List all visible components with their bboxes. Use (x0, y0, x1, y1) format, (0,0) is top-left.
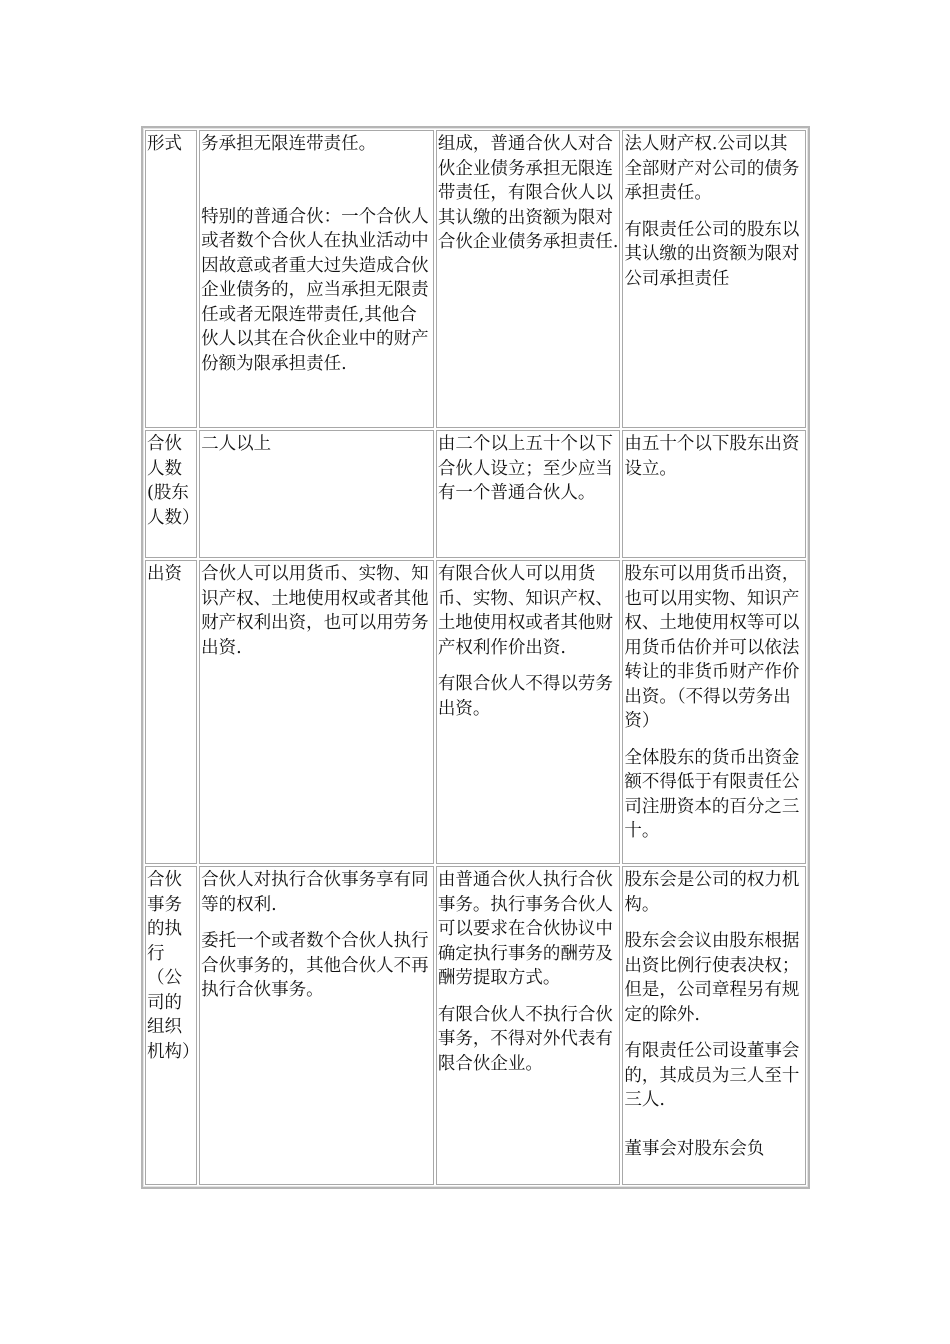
row-label-partner-count: 合伙人数(股东人数） (145, 430, 197, 558)
cell-limited-company: 股东会是公司的权力机构。 股东会会议由股东根据出资比例行使表决权；但是，公司章程另有规定的除外. 有限责任公司设董事会的，其成员为三人至十三人. 董事会对股东会负 (622, 866, 806, 1185)
cell-limited-partnership: 组成，普通合伙人对合伙企业债务承担无限连带责任，有限合伙人以其认缴的出资额为限对合伙企业债务承担责任. (436, 130, 621, 428)
row-label-form: 形式 (145, 130, 197, 428)
cell-limited-partnership: 由二个以上五十个以下合伙人设立；至少应当有一个普通合伙人。 (436, 430, 621, 558)
cell-limited-company: 法人财产权.公司以其全部财产对公司的债务承担责任。 有限责任公司的股东以其认缴的出资额为限对公司承担责任 (622, 130, 806, 428)
cell-limited-company: 股东可以用货币出资，也可以用实物、知识产权、土地使用权等可以用货币估价并可以依法转让的非货币财产作价出资。（不得以劳务出资） 全体股东的货币出资金额不得低于有限责任公司注册资本的百分之三十。 (622, 560, 806, 864)
comparison-table (141, 126, 810, 1189)
cell-limited-company: 由五十个以下股东出资设立。 (622, 430, 806, 558)
row-label-capital: 出资 (145, 560, 197, 864)
cell-limited-partnership: 有限合伙人可以用货币、实物、知识产权、土地使用权或者其他财产权利作价出资. 有限合伙人不得以劳务出资。 (436, 560, 621, 864)
table-row-form (145, 130, 806, 428)
cell-general-partnership: 务承担无限连带责任。 特别的普通合伙：一个合伙人或者数个合伙人在执业活动中因故意或者重大过失造成合伙企业债务的，应当承担无限责任或者无限连带责任,其他合伙人以其在合伙企业中的财产份额为限承担责任. (199, 130, 434, 428)
cell-limited-partnership: 由普通合伙人执行合伙事务。执行事务合伙人可以要求在合伙协议中确定执行事务的酬劳及酬劳提取方式。 有限合伙人不执行合伙事务，不得对外代表有限合伙企业。 (436, 866, 621, 1185)
row-label-affairs-execution: 合伙事务的执行（公司的组织机构） (145, 866, 197, 1185)
table-row-partner-count (145, 430, 806, 558)
cell-general-partnership: 合伙人可以用货币、实物、知识产权、土地使用权或者其他财产权利出资，也可以用劳务出资. (199, 560, 434, 864)
table-row-capital (145, 560, 806, 864)
table-row-affairs-execution (145, 866, 806, 1185)
cell-general-partnership: 合伙人对执行合伙事务享有同等的权利. 委托一个或者数个合伙人执行合伙事务的，其他合伙人不再执行合伙事务。 (199, 866, 434, 1185)
cell-general-partnership: 二人以上 (199, 430, 434, 558)
